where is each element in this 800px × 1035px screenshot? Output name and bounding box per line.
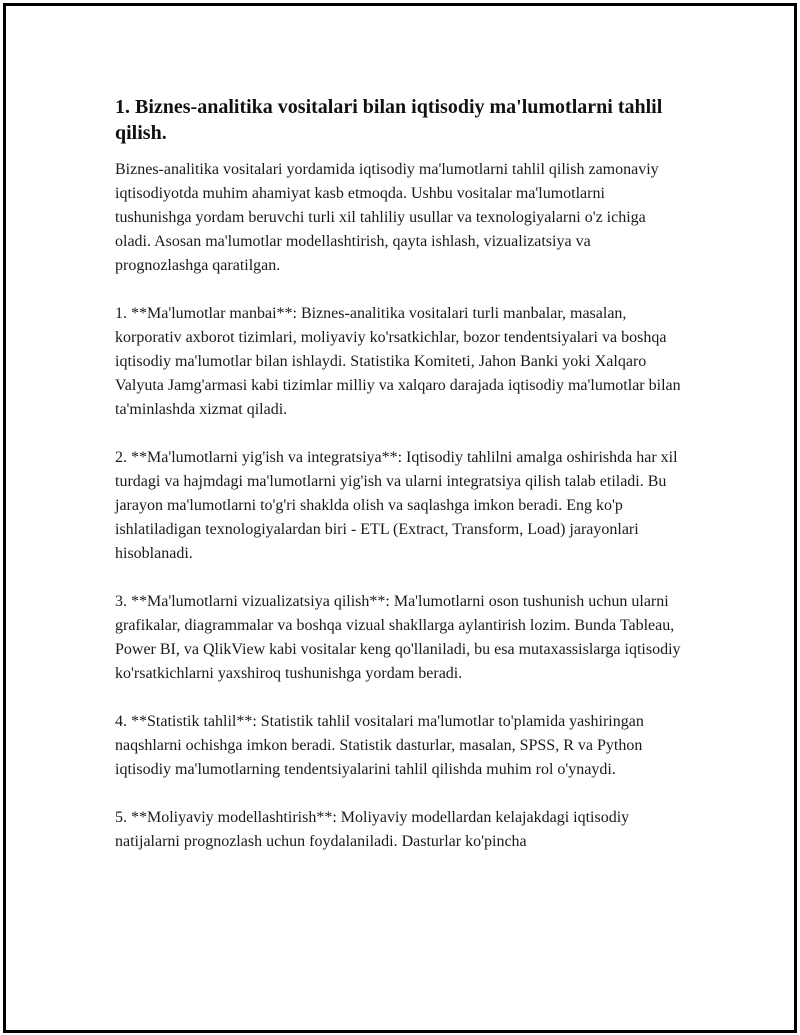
paragraph-visualization: 3. **Ma'lumotlarni vizualizatsiya qilish**: Ma'lumotlarni oson tushunish uchun ularni grafikalar, diagrammalar va boshqa vizual shakllarga aylantirish lozim. Bunda Tableau, Power BI, va QlikView kabi vositalar keng qo'llaniladi, bu esa mutaxassislarga iqtisodiy ko'rsatkichlarni yaxshiroq tushunishga yordam beradi. <box>115 593 681 682</box>
intro-paragraph: Biznes-analitika vositalari yordamida iqtisodiy ma'lumotlarni tahlil qilish zamonaviy iqtisodiyotda muhim ahamiyat kasb etmoqda. Ushbu vositalar ma'lumotlarni tushunishga yordam beruvchi turli xil tahliliy usullar va texnologiyalarni o'z ichiga oladi. Asosan ma'lumotlar modellashtirish, qayta ishlash, vizualizatsiya va prognozlashga qaratilgan. <box>115 161 659 274</box>
paragraph-statistical-analysis: 4. **Statistik tahlil**: Statistik tahlil vositalari ma'lumotlar to'plamida yashiringan naqshlarni ochishga imkon beradi. Statistik dasturlar, masalan, SPSS, R va Python iqtisodiy ma'lumotlarning tendentsiyalarini tahlil qilishda muhim rol o'ynaydi. <box>115 713 644 778</box>
document-title: 1. Biznes-analitika vositalari bilan iqtisodiy ma'lumotlarni tahlil qilish. <box>115 96 663 144</box>
document-body <box>115 94 685 878</box>
paragraph-financial-modeling: 5. **Moliyaviy modellashtirish**: Moliyaviy modellardan kelajakdagi iqtisodiy natijalarni prognozlash uchun foydalaniladi. Dasturlar ko'pincha <box>115 809 630 850</box>
paragraph-data-sources: 1. **Ma'lumotlar manbai**: Biznes-analitika vositalari turli manbalar, masalan, korporativ axborot tizimlari, moliyaviy ko'rsatkichlar, bozor tendentsiyalari va boshqa iqtisodiy ma'lumotlar bilan ishlaydi. Statistika Komiteti, Jahon Banki yoki Xalqaro Valyuta Jamg'armasi kabi tizimlar milliy va xalqaro darajada iqtisodiy ma'lumotlar bilan ta'minlashda xizmat qiladi. <box>115 305 681 418</box>
paragraph-data-integration: 2. **Ma'lumotlarni yig'ish va integratsiya**: Iqtisodiy tahlilni amalga oshirishda har xil turdagi va hajmdagi ma'lumotlarni yig'ish va ularni integratsiya qilish talab etiladi. Bu jarayon ma'lumotlarni to'g'ri shaklda olish va saqlashga imkon beradi. Eng ko'p ishlatiladigan texnologiyalardan biri - ETL (Extract, Transform, Load) jarayonlari hisoblanadi. <box>115 449 678 562</box>
